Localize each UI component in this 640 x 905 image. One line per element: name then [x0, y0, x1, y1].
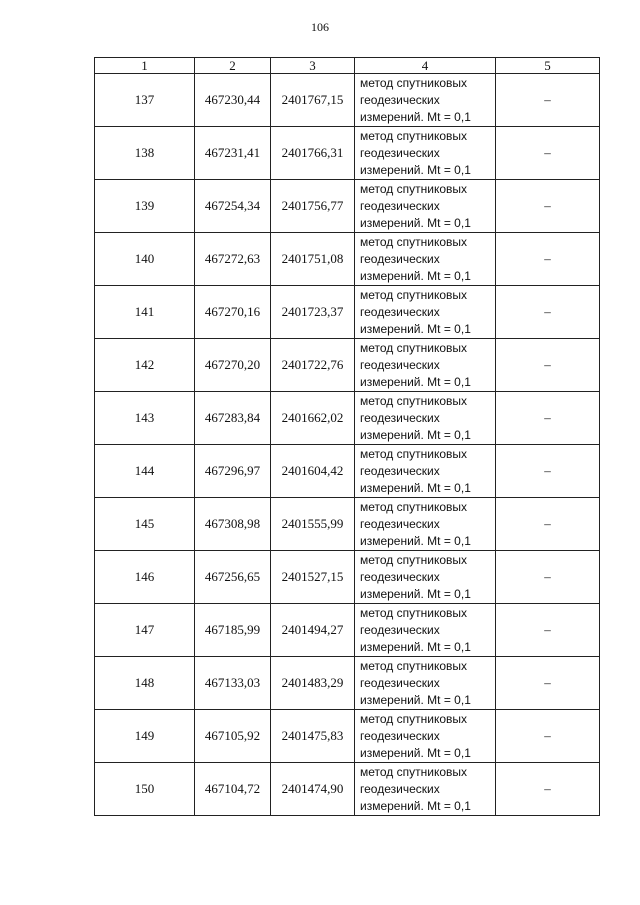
x-coordinate-cell: 467105,92	[195, 710, 271, 763]
method-line: метод спутниковых	[360, 340, 468, 355]
table-row	[95, 657, 600, 710]
method-line: метод спутниковых	[360, 287, 468, 302]
page-number: 106	[311, 20, 329, 34]
table-row	[95, 233, 600, 286]
coordinates-table	[94, 57, 600, 816]
method-cell	[355, 233, 496, 286]
point-number-cell: 149	[95, 710, 195, 763]
note-cell: –	[496, 763, 600, 816]
method-line: геодезических	[360, 516, 440, 531]
y-coordinate-cell: 2401527,15	[271, 551, 355, 604]
note-cell: –	[496, 339, 600, 392]
x-coordinate-cell: 467133,03	[195, 657, 271, 710]
y-coordinate-cell: 2401475,83	[271, 710, 355, 763]
point-number-cell: 146	[95, 551, 195, 604]
method-line: метод спутниковых	[360, 234, 468, 249]
point-number-cell: 143	[95, 392, 195, 445]
method-line: геодезических	[360, 92, 440, 107]
point-number-cell: 140	[95, 233, 195, 286]
method-line: метод спутниковых	[360, 181, 468, 196]
point-number-cell: 144	[95, 445, 195, 498]
note-cell: –	[496, 74, 600, 127]
method-line: метод спутниковых	[360, 658, 468, 673]
method-line: метод спутниковых	[360, 605, 468, 620]
method-cell	[355, 498, 496, 551]
y-coordinate-cell: 2401723,37	[271, 286, 355, 339]
point-number-cell: 142	[95, 339, 195, 392]
method-cell	[355, 657, 496, 710]
method-line: геодезических	[360, 251, 440, 266]
method-line: измерений. Mt = 0,1	[360, 321, 471, 336]
method-line: геодезических	[360, 781, 440, 796]
point-number-cell: 147	[95, 604, 195, 657]
method-line: измерений. Mt = 0,1	[360, 639, 471, 654]
method-cell	[355, 127, 496, 180]
method-line: геодезических	[360, 410, 440, 425]
method-line: геодезических	[360, 569, 440, 584]
method-cell	[355, 551, 496, 604]
method-line: измерений. Mt = 0,1	[360, 109, 471, 124]
x-coordinate-cell: 467308,98	[195, 498, 271, 551]
table-row	[95, 498, 600, 551]
method-line: измерений. Mt = 0,1	[360, 268, 471, 283]
table-row	[95, 392, 600, 445]
method-line: геодезических	[360, 304, 440, 319]
method-line: измерений. Mt = 0,1	[360, 533, 471, 548]
method-line: геодезических	[360, 145, 440, 160]
table-row	[95, 551, 600, 604]
method-line: метод спутниковых	[360, 764, 468, 779]
method-line: метод спутниковых	[360, 552, 468, 567]
table-row	[95, 763, 600, 816]
note-cell: –	[496, 233, 600, 286]
x-coordinate-cell: 467296,97	[195, 445, 271, 498]
header-row	[95, 58, 600, 74]
method-line: измерений. Mt = 0,1	[360, 374, 471, 389]
x-coordinate-cell: 467256,65	[195, 551, 271, 604]
point-number-cell: 138	[95, 127, 195, 180]
method-line: измерений. Mt = 0,1	[360, 798, 471, 813]
point-number-cell: 137	[95, 74, 195, 127]
table-row	[95, 710, 600, 763]
method-line: измерений. Mt = 0,1	[360, 480, 471, 495]
note-cell: –	[496, 710, 600, 763]
note-cell: –	[496, 445, 600, 498]
method-line: геодезических	[360, 675, 440, 690]
method-cell	[355, 392, 496, 445]
method-line: измерений. Mt = 0,1	[360, 586, 471, 601]
x-coordinate-cell: 467254,34	[195, 180, 271, 233]
y-coordinate-cell: 2401483,29	[271, 657, 355, 710]
point-number-cell: 139	[95, 180, 195, 233]
header-cell-3: 3	[271, 58, 355, 74]
method-line: геодезических	[360, 198, 440, 213]
method-cell	[355, 445, 496, 498]
y-coordinate-cell: 2401555,99	[271, 498, 355, 551]
method-line: метод спутниковых	[360, 393, 468, 408]
x-coordinate-cell: 467270,16	[195, 286, 271, 339]
method-line: метод спутниковых	[360, 75, 468, 90]
header-cell-5: 5	[496, 58, 600, 74]
note-cell: –	[496, 498, 600, 551]
method-line: геодезических	[360, 622, 440, 637]
method-line: метод спутниковых	[360, 499, 468, 514]
method-cell	[355, 286, 496, 339]
note-cell: –	[496, 286, 600, 339]
y-coordinate-cell: 2401767,15	[271, 74, 355, 127]
method-line: метод спутниковых	[360, 128, 468, 143]
method-cell	[355, 763, 496, 816]
table-row	[95, 445, 600, 498]
point-number-cell: 148	[95, 657, 195, 710]
method-line: измерений. Mt = 0,1	[360, 215, 471, 230]
table-header	[95, 58, 600, 74]
table-row	[95, 286, 600, 339]
y-coordinate-cell: 2401494,27	[271, 604, 355, 657]
header-cell-1: 1	[95, 58, 195, 74]
method-line: измерений. Mt = 0,1	[360, 745, 471, 760]
method-cell	[355, 339, 496, 392]
y-coordinate-cell: 2401751,08	[271, 233, 355, 286]
x-coordinate-cell: 467270,20	[195, 339, 271, 392]
header-cell-4: 4	[355, 58, 496, 74]
table-row	[95, 127, 600, 180]
y-coordinate-cell: 2401766,31	[271, 127, 355, 180]
table-row	[95, 339, 600, 392]
y-coordinate-cell: 2401604,42	[271, 445, 355, 498]
point-number-cell: 145	[95, 498, 195, 551]
method-cell	[355, 710, 496, 763]
method-line: геодезических	[360, 357, 440, 372]
x-coordinate-cell: 467104,72	[195, 763, 271, 816]
note-cell: –	[496, 657, 600, 710]
table-row	[95, 604, 600, 657]
x-coordinate-cell: 467185,99	[195, 604, 271, 657]
table-row	[95, 74, 600, 127]
method-line: геодезических	[360, 463, 440, 478]
note-cell: –	[496, 392, 600, 445]
point-number-cell: 141	[95, 286, 195, 339]
header-cell-2: 2	[195, 58, 271, 74]
method-line: метод спутниковых	[360, 711, 468, 726]
x-coordinate-cell: 467272,63	[195, 233, 271, 286]
method-cell	[355, 180, 496, 233]
method-cell	[355, 74, 496, 127]
point-number-cell: 150	[95, 763, 195, 816]
method-line: измерений. Mt = 0,1	[360, 692, 471, 707]
x-coordinate-cell: 467231,41	[195, 127, 271, 180]
x-coordinate-cell: 467283,84	[195, 392, 271, 445]
table-body	[95, 74, 600, 816]
y-coordinate-cell: 2401722,76	[271, 339, 355, 392]
method-line: метод спутниковых	[360, 446, 468, 461]
note-cell: –	[496, 551, 600, 604]
note-cell: –	[496, 180, 600, 233]
method-cell	[355, 604, 496, 657]
method-line: геодезических	[360, 728, 440, 743]
x-coordinate-cell: 467230,44	[195, 74, 271, 127]
method-line: измерений. Mt = 0,1	[360, 427, 471, 442]
y-coordinate-cell: 2401662,02	[271, 392, 355, 445]
y-coordinate-cell: 2401756,77	[271, 180, 355, 233]
note-cell: –	[496, 604, 600, 657]
y-coordinate-cell: 2401474,90	[271, 763, 355, 816]
method-line: измерений. Mt = 0,1	[360, 162, 471, 177]
note-cell: –	[496, 127, 600, 180]
table-row	[95, 180, 600, 233]
